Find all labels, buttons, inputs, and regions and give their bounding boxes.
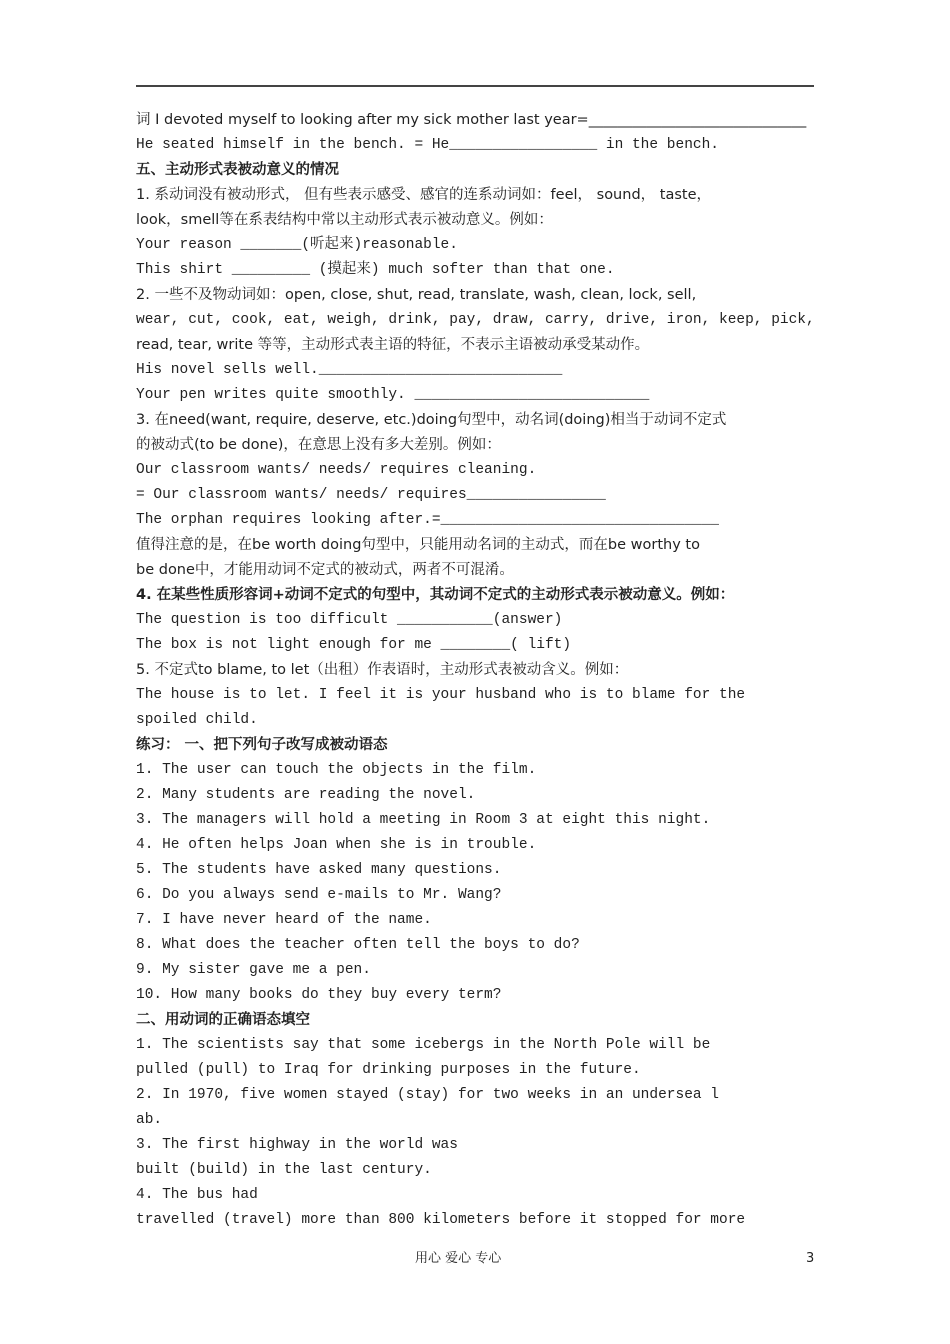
- text-line: The question is too difficult ___________(answer): [136, 612, 563, 628]
- exercise-item: travelled (travel) more than 800 kilometers before it stopped for more: [136, 1212, 746, 1228]
- text-line: 词 I devoted myself to looking after my sick mother last year=______________________________: [136, 112, 807, 128]
- text-line: He seated himself in the bench. = He_________________ in the bench.: [136, 137, 719, 153]
- exercise-item: 1. The user can touch the objects in the film.: [136, 762, 537, 778]
- exercise-item: 1. The scientists say that some icebergs in the North Pole will be: [136, 1037, 711, 1053]
- text-line: wear, cut, cook, eat, weigh, drink, pay, draw, carry, drive, iron, keep, pick,: [136, 312, 815, 328]
- text-line: look，smell等在系表结构中常以主动形式表示被动意义。例如：: [136, 212, 553, 228]
- section-heading: 五、主动形式表被动意义的情况: [136, 162, 339, 178]
- footer-text: 用心 爱心 专心: [415, 1251, 502, 1266]
- exercise-item: 6. Do you always send e-mails to Mr. Wang?: [136, 887, 502, 903]
- text-line: 的被动式(to be done)，在意思上没有多大差别。例如：: [136, 437, 501, 453]
- text-line: Your pen writes quite smoothly. ___________________________: [136, 387, 650, 403]
- exercise-item: built (build) in the last century.: [136, 1162, 432, 1178]
- text-line: be done中，才能用动词不定式的被动式，两者不可混淆。: [136, 562, 514, 578]
- exercise-item: 8. What does the teacher often tell the boys to do?: [136, 937, 580, 953]
- text-line: 4. 在某些性质形容词+动词不定式的句型中，其动词不定式的主动形式表示被动意义。例如：: [136, 587, 735, 603]
- text-line: The house is to let. I feel it is your husband who is to blame for the: [136, 687, 746, 703]
- text-line: 3. 在need(want, require, deserve, etc.)doing句型中，动名词(doing)相当于动词不定式: [136, 412, 727, 428]
- exercise-item: 4. He often helps Joan when she is in trouble.: [136, 837, 537, 853]
- text-line: spoiled child.: [136, 712, 258, 728]
- exercise-item: 5. The students have asked many questions.: [136, 862, 502, 878]
- text-line: 1. 系动词没有被动形式， 但有些表示感受、感官的连系动词如：feel， sound， taste，: [136, 187, 711, 203]
- exercise-item: pulled (pull) to Iraq for drinking purposes in the future.: [136, 1062, 641, 1078]
- section-heading: 二、用动词的正确语态填空: [136, 1012, 310, 1028]
- section-heading: 练习： 一、把下列句子改写成被动语态: [136, 737, 388, 753]
- exercise-item: 3. The managers will hold a meeting in Room 3 at eight this night.: [136, 812, 711, 828]
- text-line: 值得注意的是，在be worth doing句型中，只能用动名词的主动式，而在be worthy to: [136, 537, 700, 553]
- text-line: = Our classroom wants/ needs/ requires________________: [136, 487, 606, 503]
- text-line: Your reason _______(听起来)reasonable.: [136, 237, 458, 253]
- exercise-item: 10. How many books do they buy every term?: [136, 987, 502, 1003]
- exercise-item: ab.: [136, 1112, 163, 1128]
- exercise-item: 3. The first highway in the world was: [136, 1137, 458, 1153]
- text-line: His novel sells well.____________________________: [136, 362, 563, 378]
- exercise-item: 9. My sister gave me a pen.: [136, 962, 371, 978]
- text-line: The orphan requires looking after.=________________________________: [136, 512, 719, 528]
- exercise-item: 2. Many students are reading the novel.: [136, 787, 476, 803]
- text-line: The box is not light enough for me ________( lift): [136, 637, 572, 653]
- text-line: 5. 不定式to blame, to let（出租）作表语时，主动形式表被动含义。例如：: [136, 662, 629, 678]
- text-line: This shirt _________ (摸起来) much softer than that one.: [136, 262, 615, 278]
- exercise-item: 4. The bus had: [136, 1187, 258, 1203]
- header-rule: [136, 85, 814, 87]
- exercise-item: 7. I have never heard of the name.: [136, 912, 432, 928]
- exercise-item: 2. In 1970, five women stayed (stay) for two weeks in an undersea l: [136, 1087, 719, 1103]
- page-number: 3: [806, 1251, 815, 1266]
- text-line: read, tear, write 等等，主动形式表主语的特征，不表示主语被动承受某动作。: [136, 337, 650, 353]
- text-line: Our classroom wants/ needs/ requires cleaning.: [136, 462, 537, 478]
- text-line: 2. 一些不及物动词如：open, close, shut, read, translate, wash, clean, lock, sell,: [136, 287, 697, 303]
